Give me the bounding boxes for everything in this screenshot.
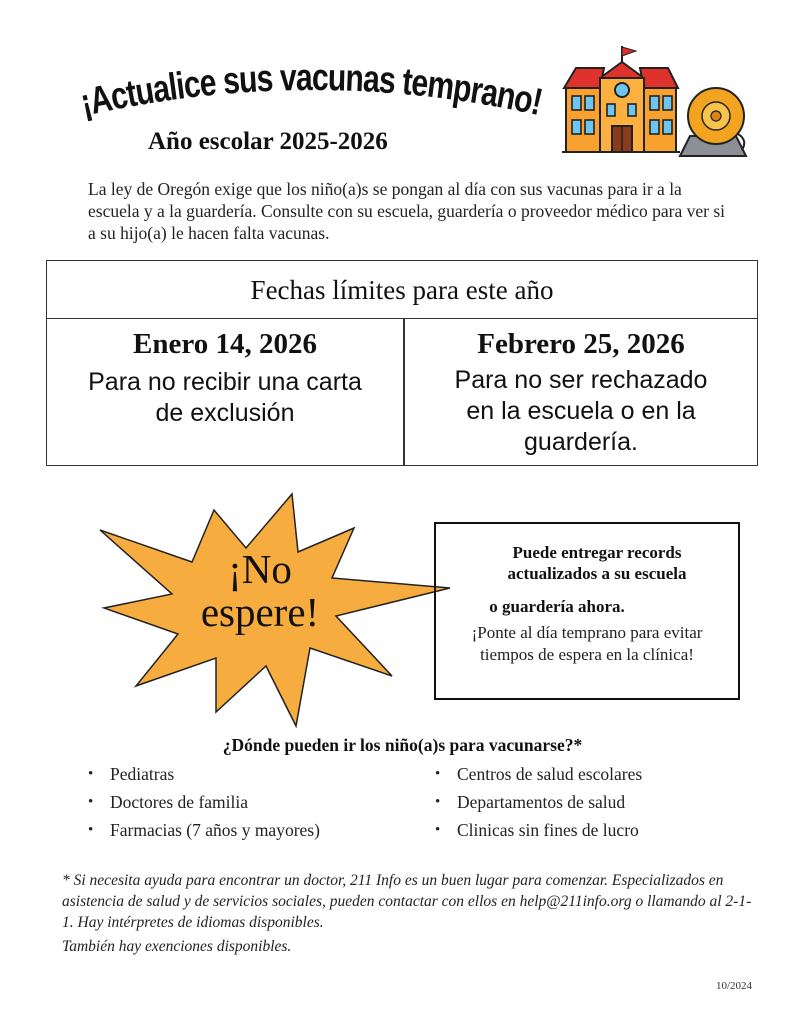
revision-date: 10/2024	[716, 980, 753, 992]
locations-list-left	[84, 760, 320, 844]
no-wait-text	[150, 548, 370, 634]
no-wait-line1: ¡No	[228, 546, 292, 592]
list-item: • Centros de salud escolares	[431, 760, 642, 788]
locations-list-right	[431, 760, 642, 844]
school-bell-icon	[680, 88, 746, 156]
records-callout	[434, 522, 740, 700]
callout-bold-line1: Puede entregar records actualizados a su escuela	[507, 543, 687, 583]
svg-text:¡Actualice sus vacunas tempran	[76, 56, 548, 125]
deadlines-heading: Fechas límites para este año	[47, 261, 757, 319]
list-item: • Clinicas sin fines de lucro	[431, 816, 642, 844]
deadline-cell	[47, 327, 403, 429]
no-wait-line2: espere!	[200, 589, 320, 635]
title-text: ¡Actualice sus vacunas temprano!	[76, 56, 548, 125]
list-item: • Doctores de familia	[84, 788, 320, 816]
where-question: ¿Dónde pueden ir los niño(a)s para vacunarse?*	[222, 735, 583, 755]
list-item: • Farmacias (7 años y mayores)	[84, 816, 320, 844]
deadline-cell	[405, 327, 757, 458]
intro-paragraph: La ley de Oregón exige que los niño(a)s se pongan al día con sus vacunas para ir a la escuela y a la guardería. Consulte con su escuela, guardería o proveedor médico para ver si a su hijo(a) le hacen falta vacunas.	[88, 179, 726, 243]
deadline-note: Para no recibir una carta de exclusión	[88, 368, 362, 427]
callout-bold-line2: o guardería ahora.	[489, 597, 625, 616]
school-illustration	[560, 44, 750, 169]
callout-text: ¡Ponte al día temprano para evitar tiempos de espera en la clínica!	[471, 623, 703, 664]
list-item: • Departamentos de salud	[431, 788, 642, 816]
exemptions-note: También hay exenciones disponibles.	[62, 938, 292, 955]
list-item: • Pediatras	[84, 760, 320, 788]
school-year-subtitle: Año escolar 2025-2026	[148, 128, 388, 155]
footnote: * Si necesita ayuda para encontrar un doctor, 211 Info es un buen lugar para comenzar. Especializados en asistencia de salud y de servicios sociales, pueden contactar con ellos en help@211info.org o llamando al 2-1-1. Hay intérpretes de idiomas disponibles.	[62, 872, 752, 931]
deadlines-table	[46, 260, 758, 466]
deadline-note: Para no ser rechazado en la escuela o en la guardería.	[454, 366, 708, 456]
deadline-date: Febrero 25, 2026	[477, 328, 685, 360]
page-title	[78, 58, 548, 130]
school-building-icon	[560, 44, 750, 169]
deadline-date: Enero 14, 2026	[133, 328, 317, 360]
